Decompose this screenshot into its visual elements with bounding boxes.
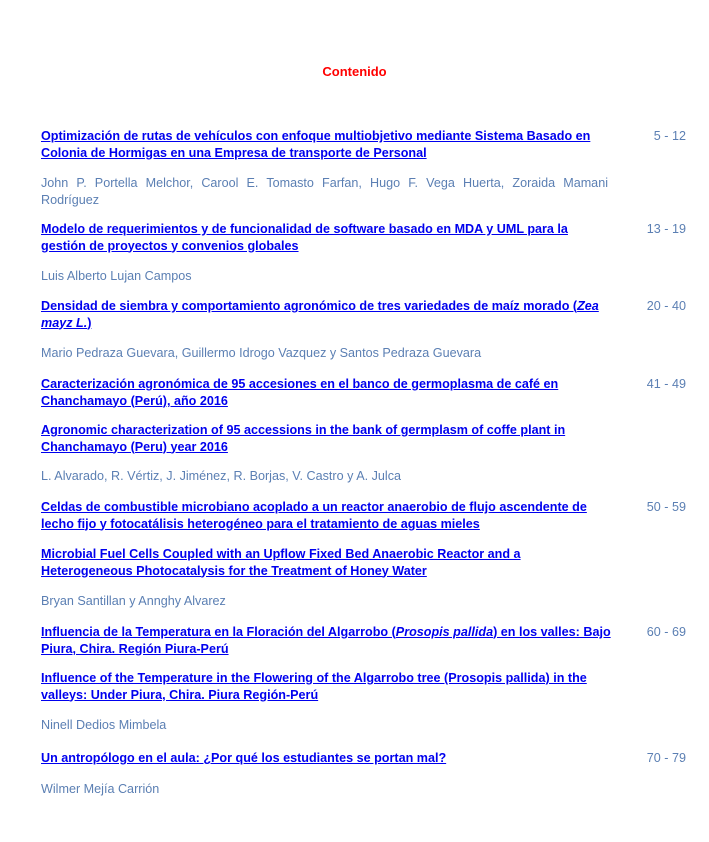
page-range: 5 - 12 xyxy=(653,129,686,143)
title-text-tail: ) xyxy=(87,315,92,330)
page-range: 60 - 69 xyxy=(646,625,686,639)
page-range: 70 - 79 xyxy=(646,751,686,765)
article-title-link-english[interactable]: Influence of the Temperature in the Flowering of the Algarrobo tree (Prosopis pallida) in the valleys: Under Piura, Chira. Piura Región-Perú xyxy=(41,671,587,702)
article-title-link[interactable]: Optimización de rutas de vehículos con enfoque multiobjetivo mediante Sistema Basado en Colonia de Hormigas en una Empresa de transporte de Personal xyxy=(41,129,591,160)
article-title-link[interactable]: Caracterización agronómica de 95 accesiones en el banco de germoplasma de café en Chanchamayo (Perú), año 2016 xyxy=(41,377,559,408)
species-name: Prosopis pallida xyxy=(395,625,494,639)
page-range: 50 - 59 xyxy=(646,500,686,514)
page-range: 20 - 40 xyxy=(646,299,686,313)
article-authors: John P. Portella Melchor, Carool E. Tomasto Farfan, Hugo F. Vega Huerta, Zoraida Mamani Rodríguez xyxy=(41,176,608,207)
article-title-link-english[interactable]: Microbial Fuel Cells Coupled with an Upflow Fixed Bed Anaerobic Reactor and a Heterogeneous Photocatalysis for the Treatment of Honey Water xyxy=(41,547,521,578)
article-title-link[interactable]: Celdas de combustible microbiano acoplado a un reactor anaerobio de flujo ascendente de lecho fijo y fotocatálisis heterogéneo para el tratamiento de aguas mieles xyxy=(41,500,587,531)
page-range: 41 - 49 xyxy=(646,377,686,391)
article-title-link[interactable]: Un antropólogo en el aula: ¿Por qué los estudiantes se portan mal? xyxy=(41,751,447,765)
page-range: 13 - 19 xyxy=(646,222,686,236)
article-title-link[interactable] xyxy=(41,298,611,331)
article-authors: L. Alvarado, R. Vértiz, J. Jiménez, R. Borjas, V. Castro y A. Julca xyxy=(41,469,401,483)
species-name: Zea mayz L. xyxy=(41,299,599,330)
title-text: Densidad de siembra y comportamiento agronómico de tres variedades de maíz morado ( xyxy=(41,299,578,313)
article-authors: Ninell Dedios Mimbela xyxy=(41,718,167,732)
article-authors: Bryan Santillan y Annghy Alvarez xyxy=(41,594,226,608)
page-title: Contenido xyxy=(322,64,387,79)
article-title-link-english[interactable]: Agronomic characterization of 95 accessions in the bank of germplasm of coffe plant in Chanchamayo (Peru) year 2016 xyxy=(41,423,566,454)
article-authors: Wilmer Mejía Carrión xyxy=(41,782,160,796)
article-title-link[interactable] xyxy=(41,624,611,657)
title-text-tail: ) en los valles: Bajo Piura, Chira. Región Piura-Perú xyxy=(41,625,611,656)
article-authors: Luis Alberto Lujan Campos xyxy=(41,269,192,283)
title-text: Influencia de la Temperatura en la Floración del Algarrobo ( xyxy=(41,625,396,639)
article-authors: Mario Pedraza Guevara, Guillermo Idrogo Vazquez y Santos Pedraza Guevara xyxy=(41,346,482,360)
article-title-link[interactable]: Modelo de requerimientos y de funcionalidad de software basado en MDA y UML para la gestión de proyectos y convenios globales xyxy=(41,222,568,253)
